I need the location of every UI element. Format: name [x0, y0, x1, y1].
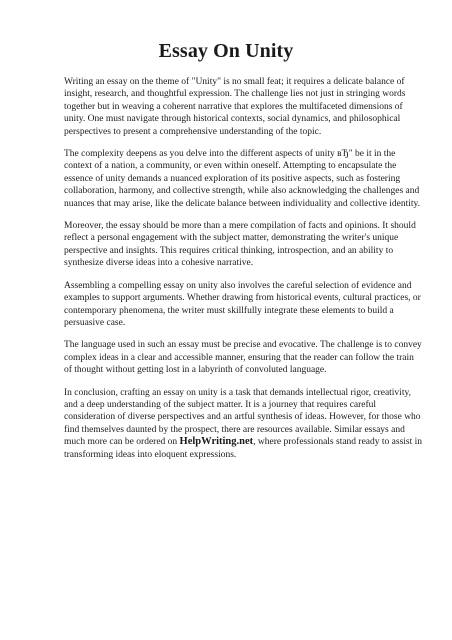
paragraph-conclusion [64, 387, 422, 461]
paragraph-personal-engagement: Moreover, the essay should be more than a mere compilation of facts and opinions. It should reflect a personal engagement with the subject matter, demonstrating the writer's unique perspective and insights. This requires critical thinking, introspection, and an ability to synthesize diverse ideas into a cohesive narrative. [64, 221, 416, 269]
conclusion-text-before: In conclusion, crafting an essay on unity is a task that demands intellectual rigor, creativity, and a deep understanding of the subject matter. It is a journey that requires careful consideration of diverse perspectives and an artful synthesis of ideas. However, for those who find themselves daunted by the prospect, there are resources available. Similar essays and much more can be ordered on [64, 387, 421, 448]
paragraph-language: The language used in such an essay must be precise and evocative. The challenge is to convey complex ideas in a clear and accessible manner, ensuring that the reader can follow the train of thought without getting lost in a labyrinth of convoluted language. [64, 340, 422, 376]
paragraph-evidence: Assembling a compelling essay on unity also involves the careful selection of evidence and examples to support arguments. Whether drawing from historical events, cultural practices, or contemporary phenomena, the writer must skillfully integrate these elements to build a persuasive case. [64, 280, 421, 328]
conclusion-text-after: , where professionals stand ready to assist in transforming ideas into eloquent expressions. [64, 437, 423, 460]
page-title: Essay On Unity [158, 40, 294, 62]
paragraph-intro: Writing an essay on the theme of "Unity" is no small feat; it requires a delicate balance of insight, research, and thoughtful expression. The challenge lies not just in stringing words together but in weaving a coherent narrative that explores the multifaceted dimensions of unity. One must navigate through historical contexts, social dynamics, and philosophical perspectives to present a comprehensive understanding of the topic. [64, 77, 406, 137]
paragraph-complexity: The complexity deepens as you delve into the different aspects of unity вЂ" be it in the context of a nation, a community, or even within oneself. Attempting to encapsulate the essence of unity demands a nuanced exploration of its positive aspects, such as fostering collaboration, harmony, and collective strength, while also acknowledging the challenges and nuances that may arise, like the delicate balance between individuality and collective identity. [64, 149, 421, 209]
brand-name: HelpWriting.net [179, 436, 254, 448]
